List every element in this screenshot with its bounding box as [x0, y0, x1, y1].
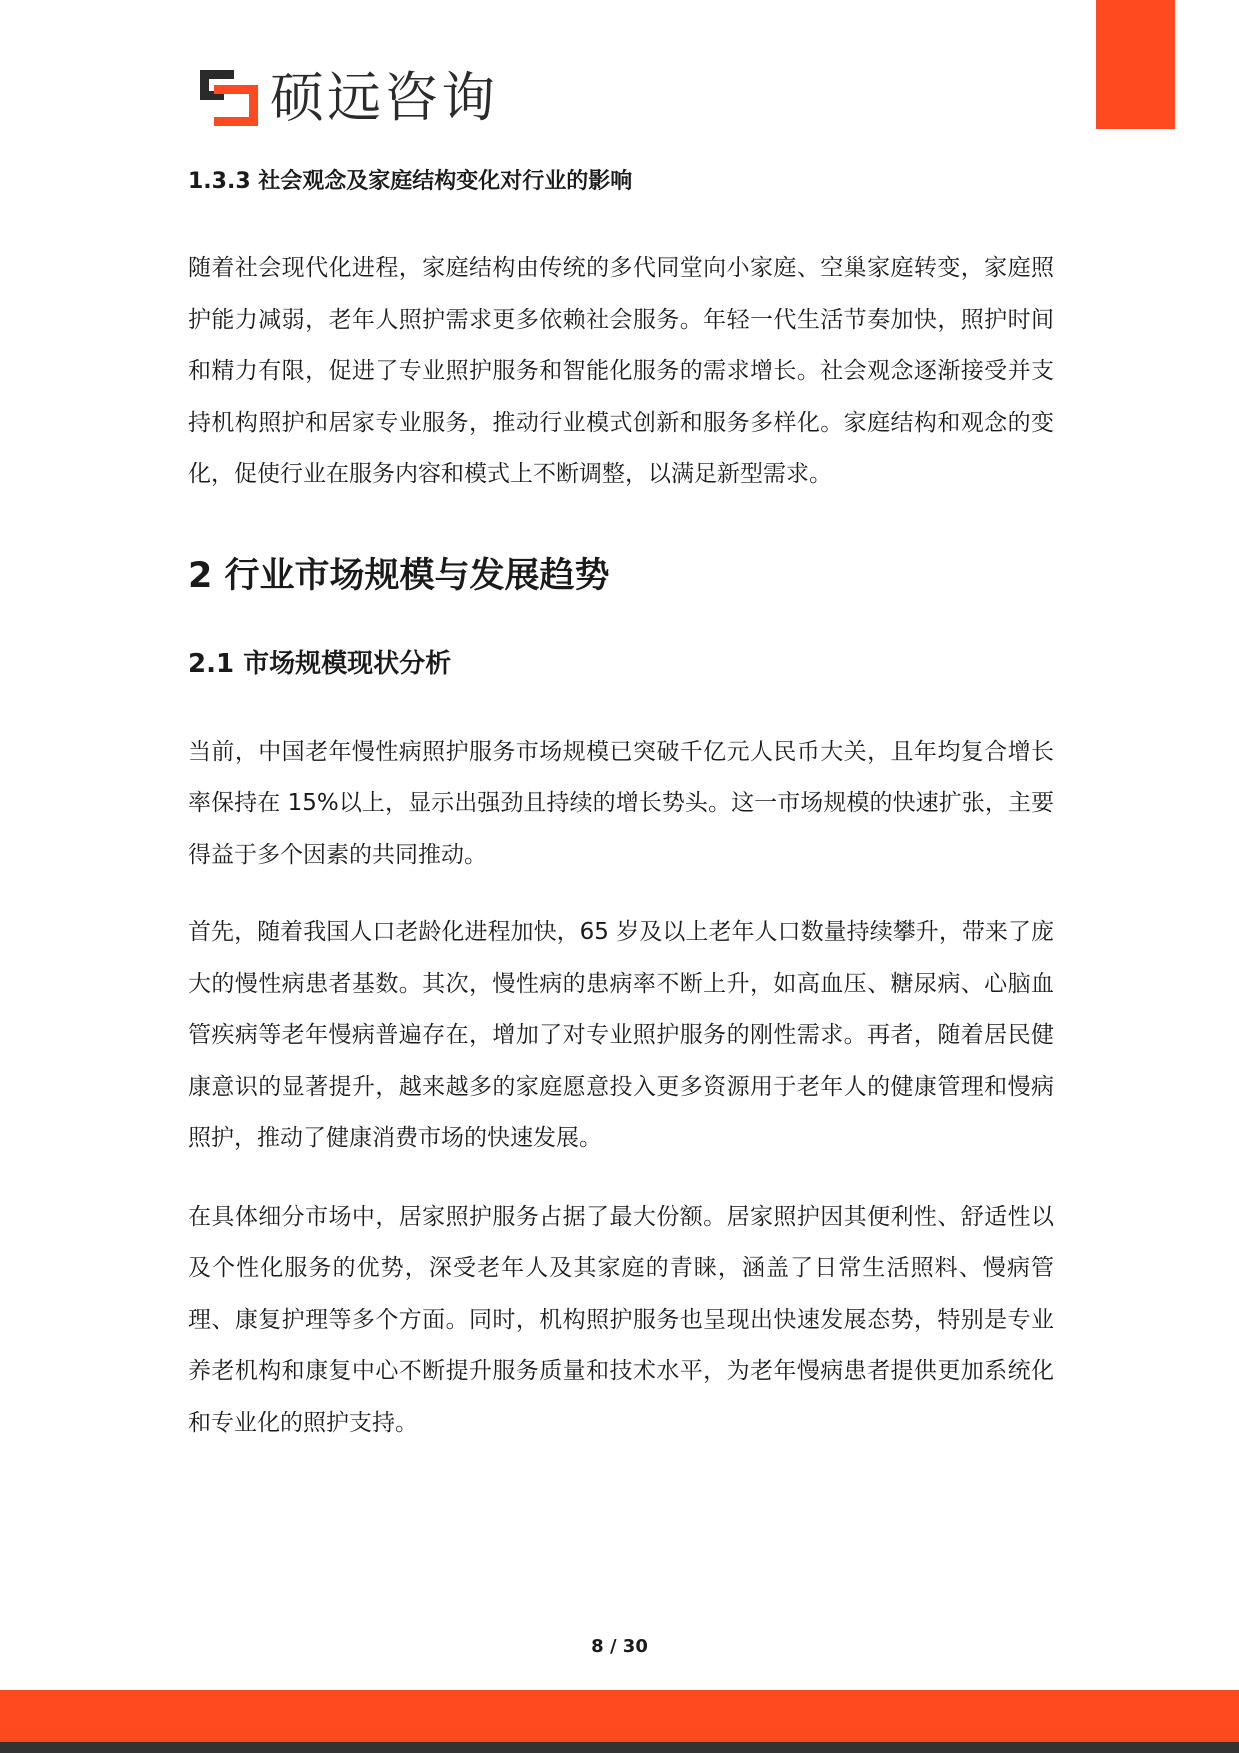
brand-logo-icon	[200, 70, 258, 126]
footer-accent-bar	[0, 1690, 1239, 1742]
section-2-1-paragraph-2: 首先，随着我国人口老龄化进程加快，65 岁及以上老年人口数量持续攀升，带来了庞大的慢性病患者基数。其次，慢性病的患病率不断上升，如高血压、糖尿病、心脑血管疾病等老年慢病普遍存在，增加了对专业照护服务的刚性需求。再者，随着居民健康意识的显著提升，越来越多的家庭愿意投入更多资源用于老年人的健康管理和慢病照护，推动了健康消费市场的快速发展。	[188, 919, 1054, 1151]
page-number: 8 / 30	[591, 1636, 648, 1657]
document-body	[188, 160, 1054, 1449]
brand-logo	[200, 68, 498, 128]
section-2-1-heading: 2.1 市场规模现状分析	[188, 648, 452, 679]
corner-accent-tab	[1096, 0, 1175, 129]
section-2-1-paragraph-3: 在具体细分市场中，居家照护服务占据了最大份额。居家照护因其便利性、舒适性以及个性化服务的优势，深受老年人及其家庭的青睐，涵盖了日常生活照料、慢病管理、康复护理等多个方面。同时，机构照护服务也呈现出快速发展态势，特别是专业养老机构和康复中心不断提升服务质量和技术水平，为老年慢病患者提供更加系统化和专业化的照护支持。	[188, 1203, 1054, 1436]
section-2-heading: 2 行业市场规模与发展趋势	[188, 555, 610, 596]
brand-name: 硕远咨询	[270, 66, 498, 129]
section-1-3-3-paragraph: 随着社会现代化进程，家庭结构由传统的多代同堂向小家庭、空巢家庭转变，家庭照护能力减弱，老年人照护需求更多依赖社会服务。年轻一代生活节奏加快，照护时间和精力有限，促进了专业照护服务和智能化服务的需求增长。社会观念逐渐接受并支持机构照护和居家专业服务，推动行业模式创新和服务多样化。家庭结构和观念的变化，促使行业在服务内容和模式上不断调整，以满足新型需求。	[188, 255, 1054, 487]
footer-dark-strip	[0, 1742, 1239, 1753]
section-1-3-3-heading: 1.3.3 社会观念及家庭结构变化对行业的影响	[188, 169, 633, 194]
section-2-1-paragraph-1: 当前，中国老年慢性病照护服务市场规模已突破千亿元人民币大关，且年均复合增长率保持在 15%以上，显示出强劲且持续的增长势头。这一市场规模的快速扩张，主要得益于多个因素的共同推动。	[188, 738, 1054, 868]
